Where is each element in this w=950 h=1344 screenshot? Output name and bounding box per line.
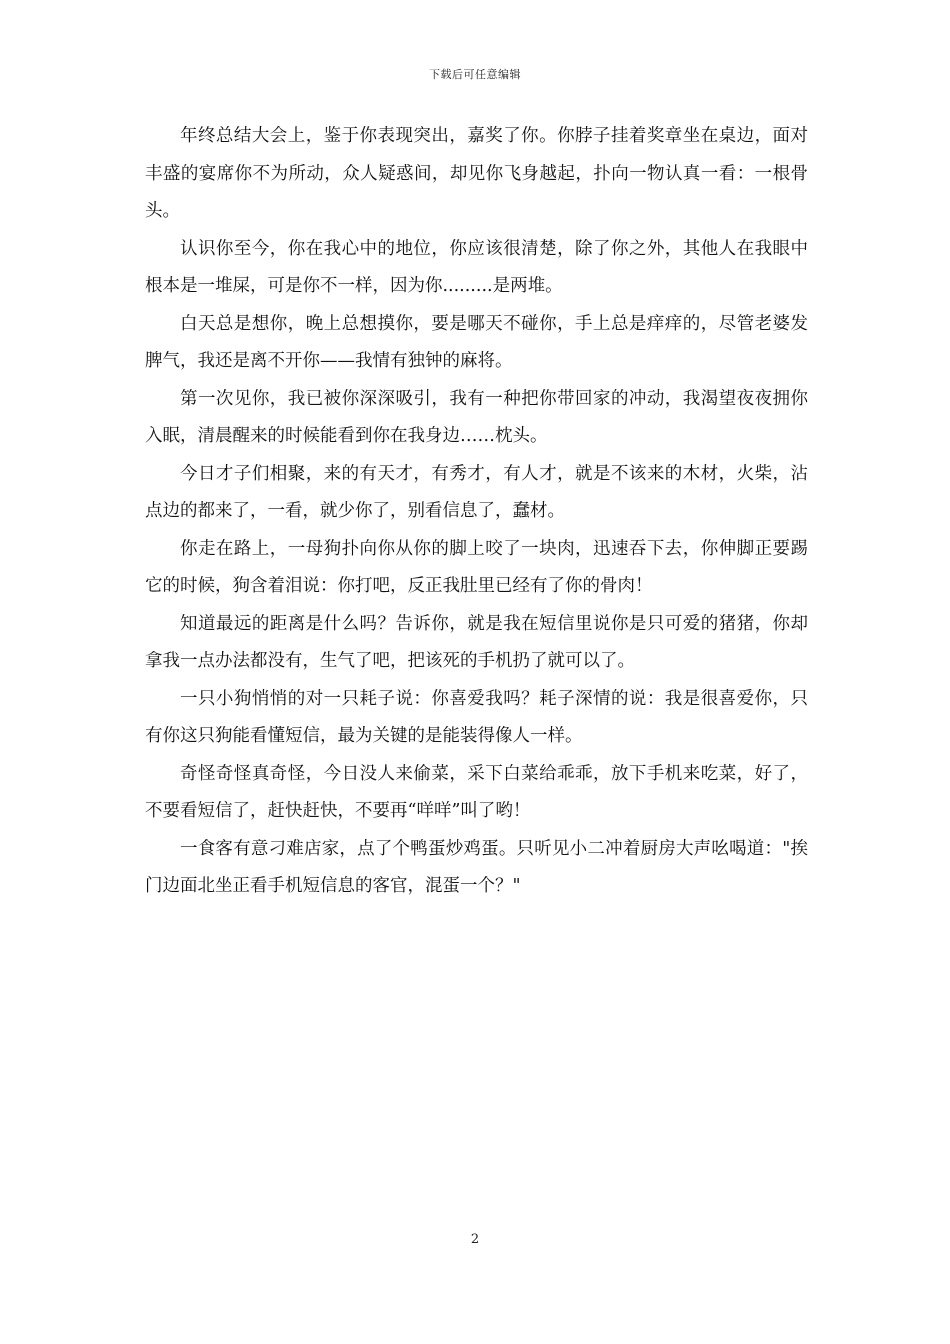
paragraph: 你走在路上，一母狗扑向你从你的脚上咬了一块肉，迅速吞下去，你伸脚正要踢它的时候，狗含着泪说：你打吧，反正我肚里已经有了你的骨肉！ [145,538,808,596]
paragraph: 一食客有意刁难店家，点了个鸭蛋炒鸡蛋。只听见小二冲着厨房大声吆喝道："挨门边面北坐正看手机短信息的客官，混蛋一个？" [145,838,808,896]
paragraph: 奇怪奇怪真奇怪，今日没人来偷菜，采下白菜给乖乖，放下手机来吃菜，好了，不要看短信了，赶快赶快，不要再“咩咩”叫了哟！ [145,763,808,821]
page-header: 下载后可任意编辑 [429,68,521,81]
page-number: 2 [470,1232,480,1247]
paragraph: 年终总结大会上，鉴于你表现突出，嘉奖了你。你脖子挂着奖章坐在桌边，面对丰盛的宴席你不为所动，众人疑惑间，却见你飞身越起，扑向一物认真一看：一根骨头。 [145,126,808,221]
paragraph: 一只小狗悄悄的对一只耗子说：你喜爱我吗？耗子深情的说：我是很喜爱你，只有你这只狗能看懂短信，最为关键的是能装得像人一样。 [145,688,808,746]
document-body [145,118,808,906]
paragraph: 白天总是想你，晚上总想摸你，要是哪天不碰你，手上总是痒痒的，尽管老婆发脾气，我还是离不开你——我情有独钟的麻将。 [145,313,808,371]
paragraph: 今日才子们相聚，来的有天才，有秀才，有人才，就是不该来的木材，火柴，沾点边的都来了，一看，就少你了，别看信息了，蠢材。 [145,463,808,521]
paragraph: 认识你至今，你在我心中的地位，你应该很清楚，除了你之外，其他人在我眼中根本是一堆屎，可是你不一样，因为你.........是两堆。 [145,238,808,296]
paragraph: 第一次见你，我已被你深深吸引，我有一种把你带回家的冲动，我渴望夜夜拥你入眠，清晨醒来的时候能看到你在我身边……枕头。 [145,388,808,446]
paragraph: 知道最远的距离是什么吗？告诉你，就是我在短信里说你是只可爱的猪猪，你却拿我一点办法都没有，生气了吧，把该死的手机扔了就可以了。 [145,613,808,671]
